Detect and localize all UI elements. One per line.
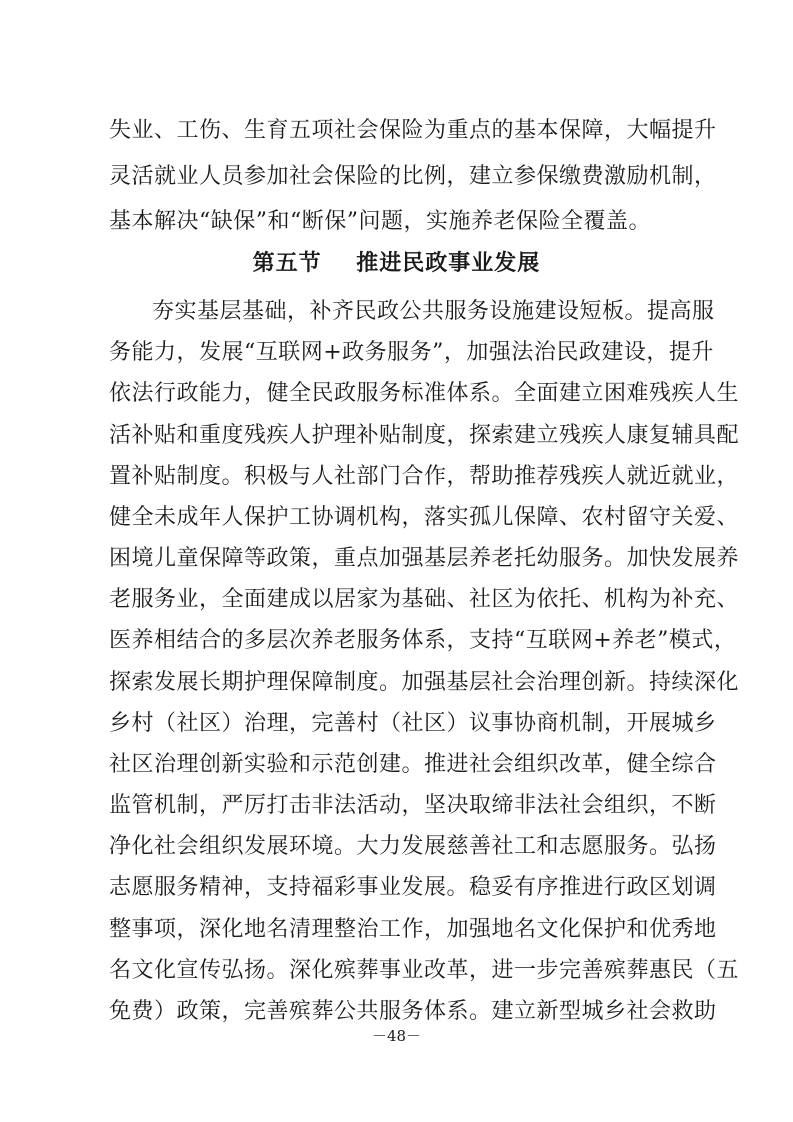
text-line: 活补贴和重度残疾人护理补贴制度，探索建立残疾人康复辅具配 [109, 423, 740, 448]
text-line: 整事项，深化地名清理整治工作，加强地名文化保护和优秀地 [109, 917, 717, 942]
text-line: 失业、工伤、生育五项社会保险为重点的基本保障，大幅提升 [109, 118, 717, 143]
text-line: 老服务业，全面建成以居家为基础、社区为依托、机构为补充、 [109, 587, 740, 612]
text-line: 置补贴制度。积极与人社部门合作，帮助推荐残疾人就近就业， [109, 464, 740, 489]
text-line: 社区治理创新实验和示范创建。推进社会组织改革，健全综合 [109, 752, 717, 777]
section-heading: 第五节 推进民政事业发展 [252, 251, 541, 276]
text-line: 净化社会组织发展环境。大力发展慈善社工和志愿服务。弘扬 [109, 834, 717, 859]
text-line: 志愿服务精神，支持福彩事业发展。稳妥有序推进行政区划调 [109, 875, 717, 900]
text-line: 免费）政策，完善殡葬公共服务体系。建立新型城乡社会救助 [109, 999, 717, 1024]
text-line: 基本解决“缺保”和“断保”问题，实施养老保险全覆盖。 [109, 209, 651, 234]
text-line: 困境儿童保障等政策，重点加强基层养老托幼服务。加快发展养 [109, 546, 740, 571]
text-line: 探索发展长期护理保障制度。加强基层社会治理创新。持续深化 [109, 670, 740, 695]
page-number: －48－ [371, 1027, 422, 1045]
text-line: 健全未成年人保护工协调机构，落实孤儿保障、农村留守关爱、 [109, 505, 740, 530]
text-line: 医养相结合的多层次养老服务体系，支持“互联网+养老”模式， [109, 628, 737, 653]
text-line: 依法行政能力，健全民政服务标准体系。全面建立困难残疾人生 [109, 381, 740, 406]
text-line: 夯实基层基础，补齐民政公共服务设施建设短板。提高服 [152, 299, 715, 324]
text-line: 名文化宣传弘扬。深化殡葬事业改革，进一步完善殡葬惠民（五 [109, 958, 740, 983]
text-line: 灵活就业人员参加社会保险的比例，建立参保缴费激励机制， [109, 164, 717, 189]
text-line: 监管机制，严厉打击非法活动，坚决取缔非法社会组织，不断 [109, 793, 717, 818]
text-line: 务能力，发展“互联网+政务服务”，加强法治民政建设，提升 [109, 340, 714, 365]
text-line: 乡村（社区）治理，完善村（社区）议事协商机制，开展城乡 [109, 711, 717, 736]
